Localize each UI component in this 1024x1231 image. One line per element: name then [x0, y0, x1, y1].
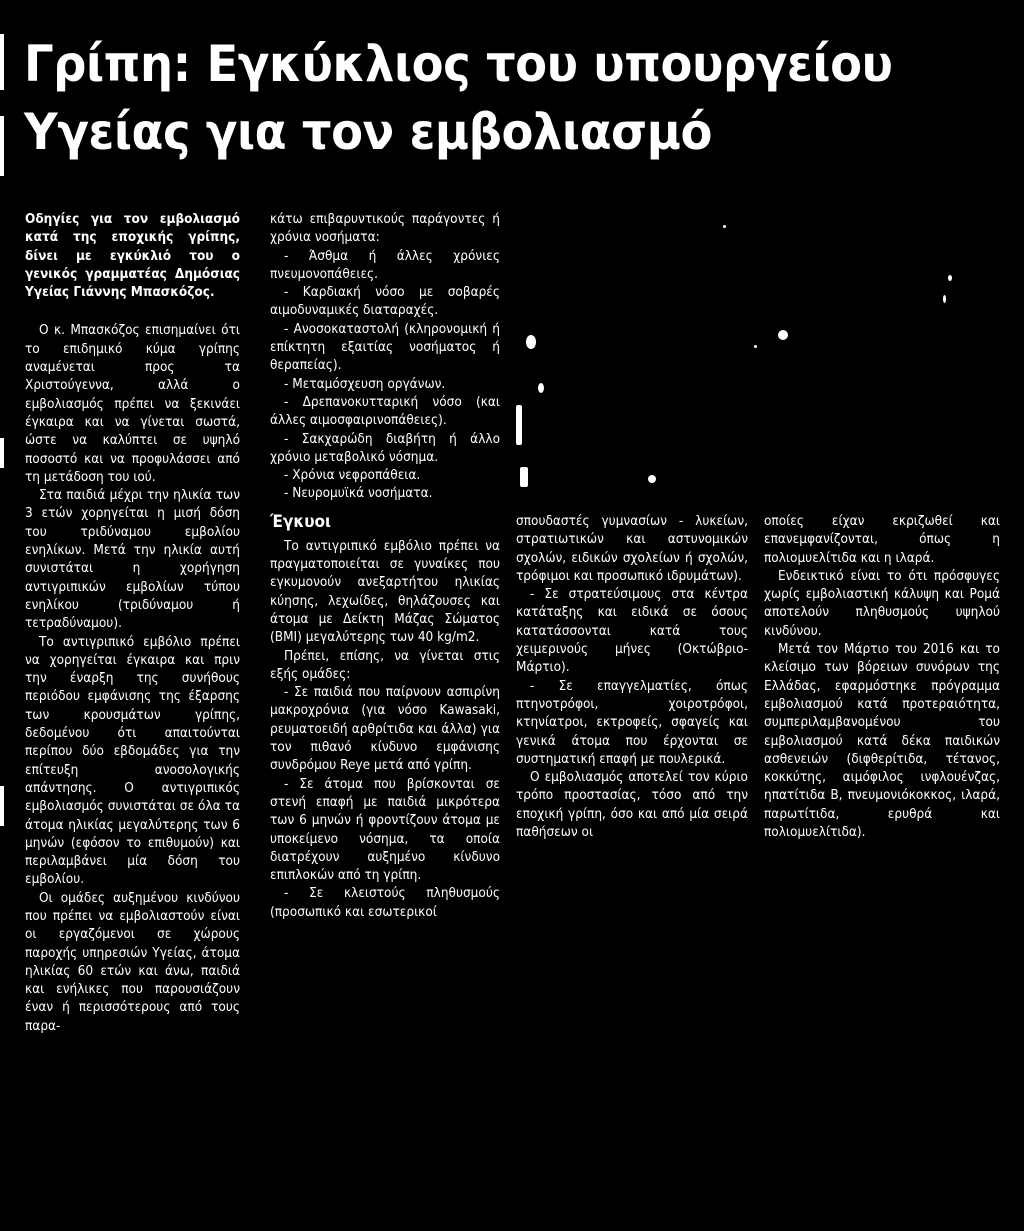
list-item: - Σε παιδιά που παίρνουν ασπιρίνη μακροχρόνια (για νόσο Kawasaki, ρευματοειδή αρθρίτιδα και άλλα) για τον πιθανό κίνδυνο εμφάνισης συνδρόμου Reye μετά από γρίπη. — [270, 684, 500, 774]
subheading: Έγκυοι — [270, 511, 332, 532]
list-item: - Σακχαρώδη διαβήτη ή άλλο χρόνιο μεταβολικό νόσημα. — [270, 430, 500, 465]
margin-rule-mid — [0, 116, 4, 176]
list-item: - Σε κλειστούς πληθυσμούς (προσωπικό και εσωτερικοί — [270, 885, 500, 920]
article-headline — [24, 30, 945, 166]
photo-speck — [778, 330, 788, 340]
paragraph: Ενδεικτικό είναι το ότι πρόσφυγες χωρίς εμβολιαστική κάλυψη και Ρομά αποτελούν πληθυσμούς υψηλού κινδύνου. — [764, 567, 1000, 639]
paragraph: - Σε στρατεύσιμους στα κέντρα κατάταξης και ειδικά σε όσους κατατάσσονται κατά τους χειμερινούς μήνες (Οκτώβριο-Μάρτιο). — [516, 586, 748, 676]
paragraph: Το αντιγριπικό εμβόλιο πρέπει να πραγματοποιείται σε γυναίκες που εγκυμονούν ανεξαρτήτου ηλικίας κύησης, λεχωίδες, θηλάζουσες και άτομα με Δείκτη Μάζας Σώματος (BMI) μεγαλύτερης των 40 kg/m2. — [270, 537, 500, 646]
photo-speck — [948, 275, 952, 281]
headline-line-2: Υγείας για τον εμβολιασμό — [24, 103, 713, 161]
photo-speck — [754, 345, 757, 348]
photo-speck — [526, 335, 536, 349]
article-photo — [508, 205, 1014, 505]
photo-speck — [538, 383, 544, 393]
paragraph: σπουδαστές γυμνασίων - λυκείων, στρατιωτικών και αστυνομικών σχολών, ειδικών σχολείων ή σχολών, τρόφιμοι και προσωπικό ιδρυμάτων). — [516, 513, 748, 584]
photo-speck — [520, 467, 528, 487]
photo-speck — [723, 225, 726, 228]
margin-rule-low2 — [0, 786, 4, 826]
list-item: - Ανοσοκαταστολή (κληρονομική ή επίκτητη εξαιτίας νοσήματος ή θεραπείας). — [270, 320, 500, 374]
paragraph: Ο εμβολιασμός αποτελεί τον κύριο τρόπο προστασίας, τόσο από την εποχική γρίπη, όσο και από μία σειρά παθήσεων οι — [516, 769, 748, 841]
paragraph: - Σε επαγγελματίες, όπως πτηνοτρόφοι, χοιροτρόφοι, κτηνίατροι, εκτροφείς, σφαγείς και γενικά άτομα που έρχονται σε συστηματική επαφή με πουλερικά. — [516, 677, 748, 767]
list-item: - Χρόνια νεφροπάθεια. — [284, 467, 421, 484]
paragraph: Ο κ. Μπασκόζος επισημαίνει ότι το επιδημικό κύμα γρίπης αναμένεται προς τα Χριστούγεννα, αλλά ο εμβολιασμός πρέπει να ξεκινάει έγκαιρα και να γίνεται σωστά, ώστε να καλύπτει σε υψηλό ποσοστό και να προφυλάσσει από τη μετάδοση του ιού. — [25, 322, 240, 485]
list-item: - Σε άτομα που βρίσκονται σε στενή επαφή με παιδιά μικρότερα των 6 μηνών ή φροντίζουν άτομα με υποκείμενο νόσημα, τα οποία διατρέχουν αυξημένο κίνδυνο επιπλοκών από τη γρίπη. — [270, 775, 500, 884]
paragraph: οποίες είχαν εκριζωθεί και επανεμφανίζονται, όπως η πολιομυελίτιδα και η ιλαρά. — [764, 513, 1000, 566]
article-lead: Οδηγίες για τον εμβολιασμό κατά της εποχικής γρίπης, δίνει με εγκύκλιό του ο γενικός γραμματέας Δημόσιας Υγείας Γιάννης Μπασκόζος. — [25, 211, 240, 301]
photo-speck — [516, 405, 522, 445]
article-column-4 — [764, 512, 1000, 841]
photo-speck — [943, 295, 946, 303]
list-item: - Καρδιακή νόσο με σοβαρές αιμοδυναμικές διαταραχές. — [270, 284, 500, 319]
paragraph: Πρέπει, επίσης, να γίνεται στις εξής ομάδες: — [270, 647, 500, 682]
paragraph: Το αντιγριπικό εμβόλιο πρέπει να χορηγείται έγκαιρα και πριν την έναρξη της συνήθους περιόδου εμφάνισης της έξαρσης των κρουσμάτων γρίπης, δεδομένου ότι απαιτούνται περίπου δύο εβδομάδες για την επίτευξη ανοσολογικής απάντησης. Ο αντιγριπικός εμβολιασμός συνιστάται σε όλα τα άτομα ηλικίας μεγαλύτερης των 6 μηνών (εφόσον το επιθυμούν) και περιλαμβάνει μία δόση του εμβολίου. — [25, 633, 240, 888]
list-item: - Μεταμόσχευση οργάνων. — [284, 375, 446, 392]
margin-rule-low — [0, 438, 4, 468]
paragraph: κάτω επιβαρυντικούς παράγοντες ή χρόνια νοσήματα: — [270, 211, 500, 246]
paragraph: Μετά τον Μάρτιο του 2016 και το κλείσιμο των βόρειων συνόρων της Ελλάδας, εφαρμόστηκε πρόγραμμα εμβολιασμού κατά προτεραιότητα, συμπεριλαμβανομένου του εμβολιασμού κατά δέκα παιδικών ασθενειών (διφθερίτιδα, τέτανος, κοκκύτης, αιμόφιλος ινφλουένζας, ηπατίτιδα Β, πνευμονιόκοκκος, ιλαρά, παρωτίτιδα, ερυθρά και πολιομυελίτιδα). — [764, 641, 1000, 841]
paragraph: Στα παιδιά μέχρι την ηλικία των 3 ετών χορηγείται η μισή δόση του τριδύναμου εμβολίου ενηλίκων. Μετά την ηλικία αυτή συνιστάται η χορήγηση αντιγριπικών εμβολίων τύπου ενηλίκου (τριδύναμου ή τετραδύναμου). — [25, 487, 240, 632]
headline-line-1: Γρίπη: Εγκύκλιος του υπουργείου — [24, 35, 893, 93]
list-item: - Νευρομυϊκά νοσήματα. — [284, 485, 433, 502]
margin-rule-top — [0, 34, 4, 90]
list-item: - Άσθμα ή άλλες χρόνιες πνευμονοπάθειες. — [270, 247, 500, 282]
article-column-1 — [25, 210, 240, 1035]
photo-speck — [648, 475, 656, 483]
paragraph: Οι ομάδες αυξημένου κινδύνου που πρέπει να εμβολιαστούν είναι οι εργαζόμενοι σε χώρους παροχής υπηρεσιών Υγείας, άτομα ηλικίας 60 ετών και άνω, παιδιά και ενήλικες που παρουσιάζουν έναν ή περισσότερους από τους παρα- — [25, 889, 240, 1034]
list-item: - Δρεπανοκυτταρική νόσο (και άλλες αιμοσφαιρινοπάθειες). — [270, 393, 500, 429]
article-column-2 — [270, 210, 500, 921]
article-column-3 — [516, 512, 748, 841]
